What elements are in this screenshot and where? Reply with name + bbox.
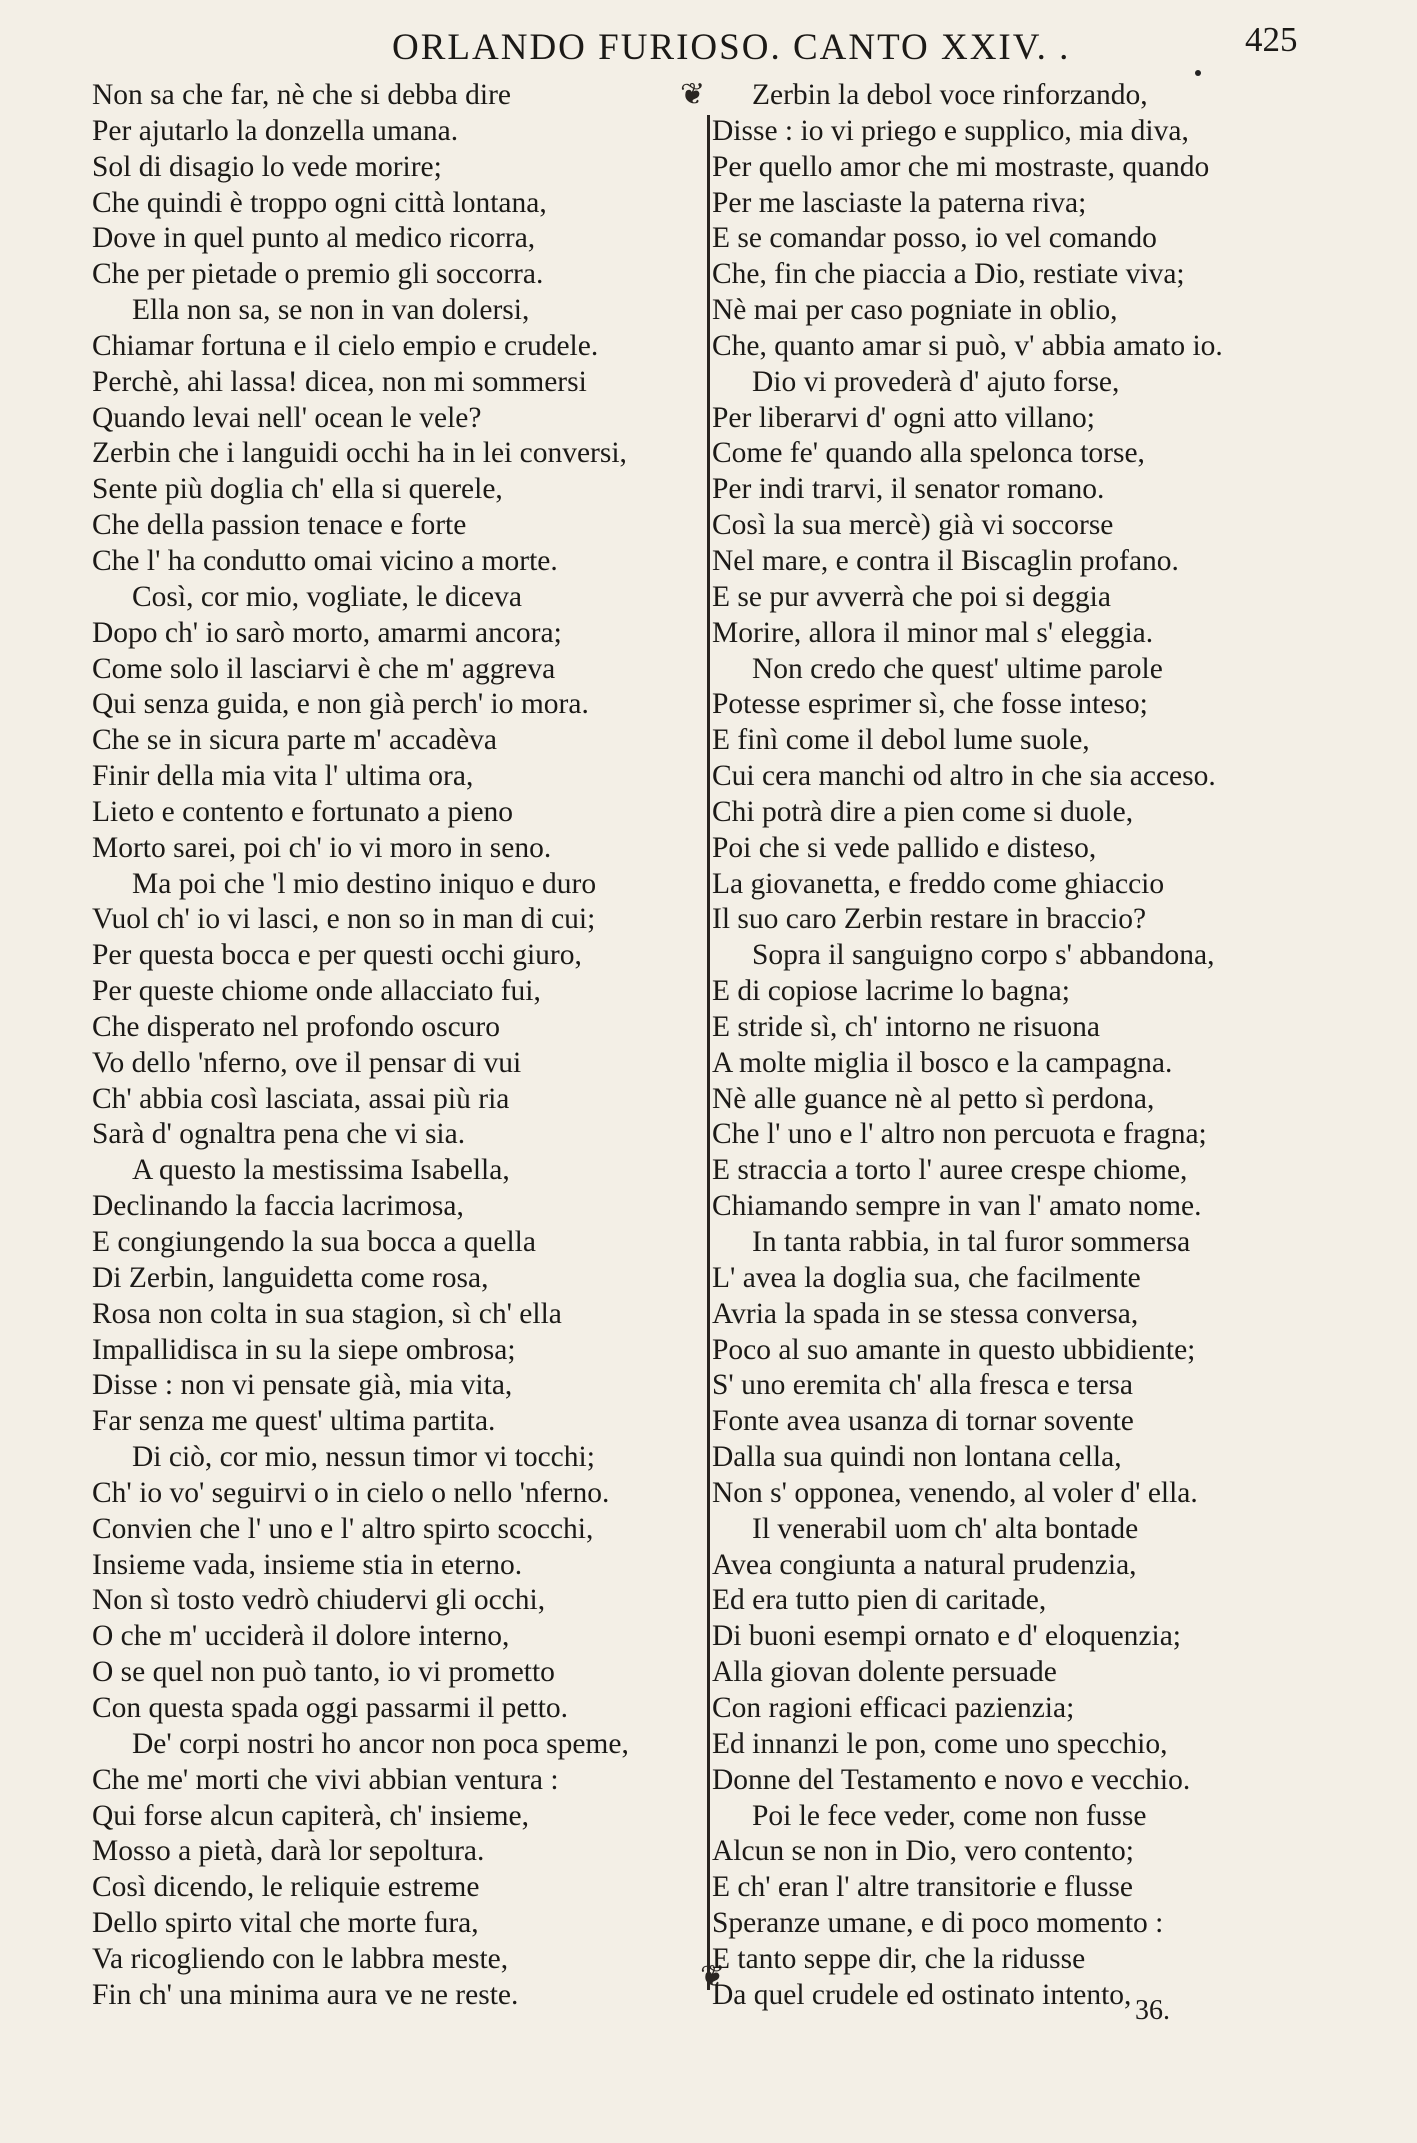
verse-line: Che se in sicura parte m' accadèva — [92, 724, 498, 757]
verse-line: Chiamar fortuna e il cielo empio e crudele. — [92, 329, 599, 362]
verse-line: S' uno eremita ch' alla fresca e tersa — [712, 1369, 1133, 1402]
verse-line: Sopra il sanguigno corpo s' abbandona, — [752, 939, 1215, 972]
verse-line: E stride sì, ch' intorno ne risuona — [712, 1010, 1100, 1043]
verse-line: E congiungendo la sua bocca a quella — [92, 1226, 536, 1258]
verse-line: Alla giovan dolente persuade — [712, 1656, 1057, 1689]
verse-line: Sente più doglia ch' ella si querele, — [92, 473, 503, 506]
verse-line: Per ajutarlo la donzella umana. — [92, 114, 459, 147]
verse-line: Che l' uno e l' altro non percuota e fragna; — [712, 1118, 1207, 1151]
verse-line: Vuol ch' io vi lasci, e non so in man di cui; — [92, 903, 596, 936]
verse-line: Poi che si vede pallido e disteso, — [712, 831, 1097, 864]
verse-line: Disse : non vi pensate già, mia vita, — [92, 1369, 513, 1402]
verse-line: E tanto seppe dir, che la ridusse — [712, 1942, 1086, 1975]
verse-line: Dio vi provederà d' ajuto forse, — [752, 365, 1120, 398]
fleuron-top-icon: ❦ — [680, 78, 706, 111]
column-divider — [707, 115, 710, 1990]
page-header — [0, 18, 1417, 78]
verse-line: Non sì tosto vedrò chiudervi gli occhi, — [92, 1584, 546, 1617]
verse-line: Morire, allora il minor mal s' eleggia. — [712, 616, 1154, 649]
verse-line: Con questa spada oggi passarmi il petto. — [92, 1691, 569, 1724]
verse-line: Il venerabil uom ch' alta bontade — [752, 1512, 1139, 1545]
verse-line: Dalla sua quindi non lontana cella, — [712, 1441, 1122, 1474]
verse-line: Finir della mia vita l' ultima ora, — [92, 760, 474, 793]
verse-line: Ch' abbia così lasciata, assai più ria — [92, 1082, 510, 1115]
verse-line: Nè mai per caso pogniate in oblio, — [712, 294, 1118, 327]
verse-line: Che, fin che piaccia a Dio, restiate viva; — [712, 258, 1185, 291]
verse-line: Avria la spada in se stessa conversa, — [712, 1297, 1139, 1330]
verse-line: Di Zerbin, languidetta come rosa, — [92, 1261, 489, 1294]
verse-line: Declinando la faccia lacrimosa, — [92, 1190, 464, 1223]
verse-line: Rosa non colta in sua stagion, sì ch' ella — [92, 1297, 562, 1330]
running-title: ORLANDO FURIOSO. CANTO XXIV. . — [392, 27, 1071, 68]
verse-line: Come solo il lasciarvi è che m' aggreva — [92, 652, 556, 685]
verse-line: Sarà d' ognaltra pena che vi sia. — [92, 1118, 466, 1151]
verse-line: Convien che l' uno e l' altro spirto scocchi, — [92, 1512, 594, 1545]
verse-line: Fin ch' una minima aura ve ne reste. — [92, 1978, 519, 2011]
verse-line: Per queste chiome onde allacciato fui, — [92, 975, 541, 1008]
verse-line: Di buoni esempi ornato e d' eloquenzia; — [712, 1620, 1181, 1653]
verse-line: Disse : io vi priego e supplico, mia diva, — [712, 114, 1189, 147]
verse-line: Cui cera manchi od altro in che sia acceso. — [712, 760, 1216, 793]
verse-line: E se pur avverrà che poi si deggia — [712, 580, 1111, 613]
verse-line: Che per pietade o premio gli soccorra. — [92, 258, 544, 291]
verse-line: Che della passion tenace e forte — [92, 509, 467, 542]
verse-line: E ch' eran l' altre transitorie e flusse — [712, 1871, 1133, 1904]
verse-line: A molte miglia il bosco e la campagna. — [712, 1046, 1173, 1079]
verse-line: Per me lasciaste la paterna riva; — [712, 186, 1087, 219]
verse-line: Che, quanto amar si può, v' abbia amato io. — [712, 329, 1223, 362]
verse-line: Così la sua mercè) già vi soccorse — [712, 509, 1114, 542]
verse-line: Che me' morti che vivi abbian ventura : — [92, 1763, 559, 1796]
verse-line: Che disperato nel profondo oscuro — [92, 1010, 500, 1043]
verse-line: Non s' opponea, venendo, al voler d' ella. — [712, 1476, 1198, 1509]
right-column — [712, 78, 1332, 2014]
verse-line: Mosso a pietà, darà lor sepoltura. — [92, 1835, 485, 1868]
verse-line: Da quel crudele ed ostinato intento, — [712, 1978, 1132, 2011]
verse-line: Nè alle guance nè al petto sì perdona, — [712, 1082, 1155, 1115]
verse-line: Non credo che quest' ultime parole — [752, 652, 1163, 685]
verse-line: A questo la mestissima Isabella, — [132, 1154, 510, 1187]
verse-line: Chiamando sempre in van l' amato nome. — [712, 1190, 1202, 1223]
verse-line: Poco al suo amante in questo ubbidiente; — [712, 1333, 1196, 1366]
verse-line: Chi potrà dire a pien come si duole, — [712, 795, 1134, 828]
verse-line: Qui forse alcun capiterà, ch' insieme, — [92, 1799, 529, 1832]
verse-line: O che m' ucciderà il dolore interno, — [92, 1620, 510, 1653]
verse-line: Il suo caro Zerbin restare in braccio? — [712, 903, 1147, 936]
verse-line: In tanta rabbia, in tal furor sommersa — [752, 1226, 1191, 1258]
verse-line: Quando levai nell' ocean le vele? — [92, 401, 482, 434]
left-column — [92, 78, 702, 2014]
verse-line: Alcun se non in Dio, vero contento; — [712, 1835, 1134, 1868]
verse-line: Vo dello 'nferno, ove il pensar di vui — [92, 1046, 522, 1079]
verse-line: Avea congiunta a natural prudenzia, — [712, 1548, 1137, 1581]
verse-line: Sol di disagio lo vede morire; — [92, 150, 442, 183]
verse-line: Impallidisca in su la siepe ombrosa; — [92, 1333, 516, 1366]
verse-line: Che quindi è troppo ogni città lontana, — [92, 186, 547, 219]
verse-line: Qui senza guida, e non già perch' io mora. — [92, 688, 589, 721]
verse-line: Ella non sa, se non in van dolersi, — [132, 294, 530, 327]
verse-line: Ed innanzi le pon, come uno specchio, — [712, 1727, 1168, 1760]
page-number: 425 — [1245, 20, 1298, 59]
verse-line: Morto sarei, poi ch' io vi moro in seno. — [92, 831, 552, 864]
verse-line: Speranze umane, e di poco momento : — [712, 1907, 1164, 1940]
fleuron-bottom-icon: ❦ — [700, 1960, 726, 1993]
verse-line: Dello spirto vital che morte fura, — [92, 1907, 479, 1940]
verse-line: Così, cor mio, vogliate, le diceva — [132, 580, 522, 613]
verse-line: Dopo ch' io sarò morto, amarmi ancora; — [92, 616, 562, 649]
verse-line: Per liberarvi d' ogni atto villano; — [712, 401, 1095, 434]
verse-line: Potesse esprimer sì, che fosse inteso; — [712, 688, 1148, 721]
verse-line: Che l' ha condutto omai vicino a morte. — [92, 544, 558, 577]
verse-line: Ch' io vo' seguirvi o in cielo o nello 'nferno. — [92, 1476, 610, 1509]
verse-line: E se comandar posso, io vel comando — [712, 222, 1157, 255]
verse-line: Zerbin che i languidi occhi ha in lei conversi, — [92, 437, 627, 470]
verse-line: Ed era tutto pien di caritade, — [712, 1584, 1047, 1617]
verse-line: L' avea la doglia sua, che facilmente — [712, 1261, 1141, 1294]
verse-line: Lieto e contento e fortunato a pieno — [92, 795, 514, 828]
header-dot — [1195, 70, 1201, 76]
verse-line: Donne del Testamento e novo e vecchio. — [712, 1763, 1191, 1796]
verse-line: Nel mare, e contra il Biscaglin profano. — [712, 544, 1179, 577]
verse-line: Poi le fece veder, come non fusse — [752, 1799, 1147, 1832]
verse-line: Per questa bocca e per questi occhi giuro, — [92, 939, 582, 972]
verse-line: Come fe' quando alla spelonca torse, — [712, 437, 1145, 470]
verse-line: Va ricogliendo con le labbra meste, — [92, 1942, 509, 1975]
verse-line: Dove in quel punto al medico ricorra, — [92, 222, 536, 255]
verse-line: Ma poi che 'l mio destino iniquo e duro — [132, 867, 597, 900]
verse-line: Così dicendo, le reliquie estreme — [92, 1871, 480, 1904]
verse-line: Per indi trarvi, il senator romano. — [712, 473, 1105, 506]
verse-line: E straccia a torto l' auree crespe chiome, — [712, 1154, 1188, 1187]
verse-line: Per quello amor che mi mostraste, quando — [712, 150, 1210, 183]
verse-line: E finì come il debol lume suole, — [712, 724, 1090, 757]
verse-line: Far senza me quest' ultima partita. — [92, 1405, 496, 1438]
verse-line: Insieme vada, insieme stia in eterno. — [92, 1548, 523, 1581]
verse-line: La giovanetta, e freddo come ghiaccio — [712, 867, 1165, 900]
verse-line: O se quel non può tanto, io vi prometto — [92, 1656, 555, 1689]
verse-line: Di ciò, cor mio, nessun timor vi tocchi; — [132, 1441, 595, 1474]
verse-line: Perchè, ahi lassa! dicea, non mi sommersi — [92, 365, 587, 398]
verse-line: E di copiose lacrime lo bagna; — [712, 975, 1070, 1008]
signature-mark: 36. — [1135, 1995, 1170, 2026]
verse-line: Fonte avea usanza di tornar sovente — [712, 1405, 1134, 1438]
verse-line: Non sa che far, nè che si debba dire — [92, 79, 512, 111]
verse-line: Zerbin la debol voce rinforzando, — [752, 79, 1148, 111]
verse-line: De' corpi nostri ho ancor non poca speme, — [132, 1727, 629, 1760]
verse-line: Con ragioni efficaci pazienzia; — [712, 1691, 1075, 1724]
